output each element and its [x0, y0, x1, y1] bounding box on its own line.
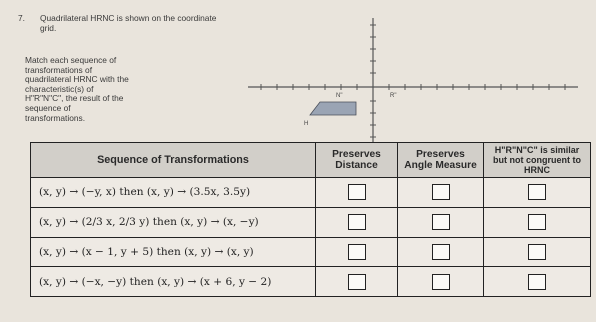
preserves-distance-checkbox[interactable]	[348, 184, 366, 200]
task-line: Match each sequence of	[25, 55, 117, 65]
table-row	[31, 207, 591, 237]
table-row	[31, 178, 591, 208]
task-line: characteristic(s) of	[25, 83, 94, 94]
header-preserves-distance: Preserves Distance	[316, 143, 398, 178]
h-label: H	[304, 121, 309, 127]
problem-number: 7.	[18, 13, 25, 23]
task-line: transformations.	[25, 112, 86, 123]
sequence-cell: (x, y) → (2/3 x, 2/3 y) then (x, y) → (x, −y)	[31, 207, 316, 237]
sequence-cell: (x, y) → (−y, x) then (x, y) → (3.5x, 3.5y)	[31, 178, 316, 208]
table-row	[31, 237, 591, 267]
sequence-cell: (x, y) → (x − 1, y + 5) then (x, y) → (x, y)	[31, 237, 316, 267]
problem-intro: Quadrilateral HRNC is shown on the coordinate grid.	[40, 13, 217, 33]
coordinate-grid	[248, 18, 578, 146]
sequence-cell: (x, y) → (−x, −y) then (x, y) → (x + 6, y − 2)	[31, 267, 316, 297]
task-line: sequence of	[25, 102, 71, 113]
r-double-prime-label: R"	[390, 93, 397, 99]
task-line: quadrilateral HRNC with the	[25, 74, 129, 85]
task-line: H"R"N"C", the result of the	[25, 93, 124, 104]
header-preserves-angle: Preserves Angle Measure	[398, 143, 484, 178]
preserves-angle-checkbox[interactable]	[432, 184, 450, 200]
matching-table	[30, 142, 591, 297]
similar-not-congruent-checkbox[interactable]	[528, 274, 546, 290]
preserves-angle-checkbox[interactable]	[432, 214, 450, 230]
preserves-angle-checkbox[interactable]	[432, 244, 450, 260]
preserves-distance-checkbox[interactable]	[348, 244, 366, 260]
matching-table-container	[30, 142, 590, 297]
preserves-distance-checkbox[interactable]	[348, 274, 366, 290]
similar-not-congruent-checkbox[interactable]	[528, 184, 546, 200]
table-row	[31, 267, 591, 297]
problem-task	[25, 56, 230, 123]
similar-not-congruent-checkbox[interactable]	[528, 214, 546, 230]
quadrilateral-hrnc	[310, 102, 356, 115]
similar-not-congruent-checkbox[interactable]	[528, 244, 546, 260]
table-header-row	[31, 143, 591, 178]
n-double-prime-label: N"	[336, 93, 343, 99]
preserves-angle-checkbox[interactable]	[432, 274, 450, 290]
header-sequence: Sequence of Transformations	[31, 143, 316, 178]
preserves-distance-checkbox[interactable]	[348, 214, 366, 230]
header-similar-not-congruent: H"R"N"C" is similar but not congruent to HRNC	[484, 143, 591, 178]
task-line: transformations of	[25, 64, 93, 75]
